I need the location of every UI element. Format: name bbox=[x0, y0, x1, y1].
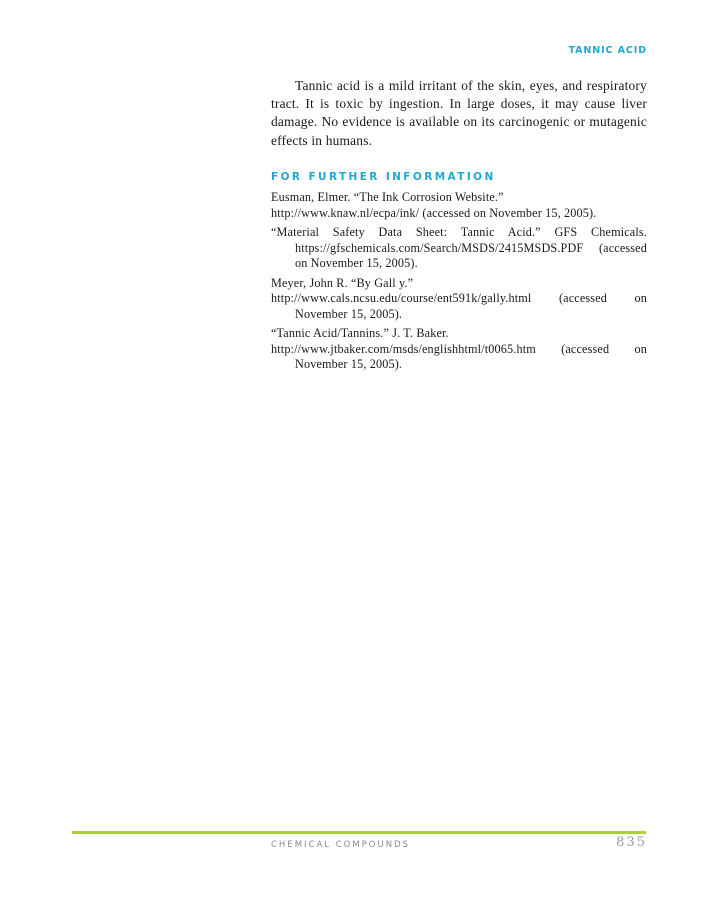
reference-link[interactable]: http://www.knaw.nl/ecpa/ink/ (accessed on November 15, 2005). bbox=[271, 205, 597, 220]
reference-citation: Eusman, Elmer. “The Ink Corrosion Website.” bbox=[271, 190, 504, 204]
body-paragraph: Tannic acid is a mild irritant of the skin, eyes, and respiratory tract. It is toxic by ingestion. In large doses, it may cause liver damage. No evidence is available on its carcinogenic or mutagenic effects in humans. bbox=[271, 78, 647, 148]
footer-book-title: CHEMICAL COMPOUNDS bbox=[271, 840, 411, 850]
reference-item bbox=[271, 276, 647, 323]
reference-citation: “Tannic Acid/Tannins.” J. T. Baker. bbox=[271, 326, 449, 340]
section-heading: FOR FURTHER INFORMATION bbox=[271, 171, 496, 183]
page-number: 835 bbox=[616, 835, 647, 850]
reference-link[interactable]: http://www.jtbaker.com/msds/englishhtml/t0065.htm (accessed on November 15, 2005). bbox=[271, 341, 647, 371]
reference-link[interactable]: http://www.cals.ncsu.edu/course/ent591k/gally.html (accessed on November 15, 2005). bbox=[271, 291, 647, 321]
reference-citation[interactable]: “Material Safety Data Sheet: Tannic Acid.” GFS Chemicals. https://gfschemicals.com/Search/MSDS/2415MSDS.PDF (accessed on November 15, 2005). bbox=[271, 225, 647, 270]
reference-item bbox=[271, 225, 647, 272]
running-head: TANNIC ACID bbox=[568, 45, 647, 56]
reference-item bbox=[271, 326, 647, 373]
reference-citation: Meyer, John R. “By Gall y.” bbox=[271, 275, 414, 290]
reference-item bbox=[271, 190, 647, 221]
footer-rule bbox=[72, 831, 646, 834]
reference-list bbox=[271, 190, 647, 377]
